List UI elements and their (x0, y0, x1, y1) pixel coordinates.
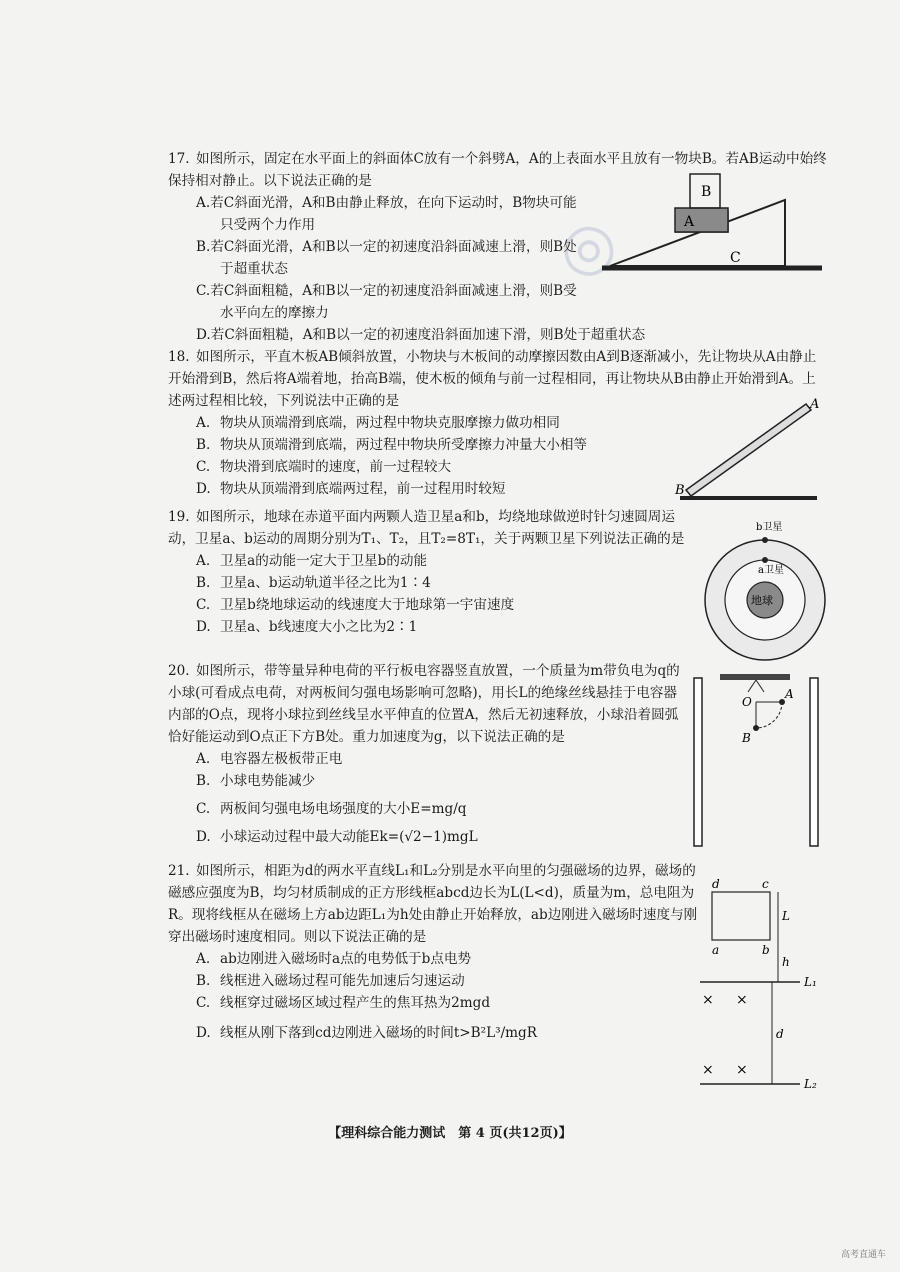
svg-text:d: d (776, 1027, 784, 1041)
option-c: C. 物块滑到底端时的速度，前一过程较大 (196, 459, 452, 475)
svg-text:×: × (702, 992, 714, 1008)
svg-text:A: A (785, 687, 794, 701)
svg-text:×: × (736, 992, 748, 1008)
figure-21-magnetic-field (700, 878, 830, 1098)
corner-watermark: 高考直通车 (840, 1250, 886, 1260)
question-19 (168, 506, 688, 638)
figure-18-board (672, 396, 822, 506)
option-c: C. 两板间匀强电场电场强度的大小E=mg/q (196, 801, 467, 817)
svg-text:h: h (782, 955, 790, 969)
question-stem: 17. 如图所示，固定在水平面上的斜面体C放有一个斜劈A，A的上表面水平且放有一物块B。若AB运动中始终保持相对静止。以下说法正确的是 (168, 151, 827, 189)
svg-text:b: b (762, 943, 770, 957)
option-c: C. 卫星b绕地球运动的线速度大于地球第一宇宙速度 (196, 597, 515, 613)
svg-text:B: B (675, 483, 685, 498)
option-d: D. 线框从刚下落到cd边刚进入磁场的时间t>B²L³/mgR (196, 1025, 537, 1041)
option-a: A. ab边刚进入磁场时a点的电势低于b点电势 (196, 951, 472, 967)
svg-text:b卫星: b卫星 (756, 522, 783, 533)
option-b: B. 物块从顶端滑到底端，两过程中物块所受摩擦力冲量大小相等 (196, 437, 588, 453)
svg-text:d: d (712, 878, 720, 891)
question-21 (168, 860, 708, 1044)
question-20 (168, 660, 688, 848)
svg-text:B: B (742, 731, 751, 745)
option-c: C. 线框穿过磁场区域过程产生的焦耳热为2mgd (196, 995, 491, 1011)
svg-text:O: O (742, 695, 752, 709)
option-c: C.若C斜面粗糙，A和B以一定的初速度沿斜面减速上滑，则B受水平向左的摩擦力 (196, 283, 577, 321)
svg-text:L₁: L₁ (804, 975, 817, 989)
option-d: D.若C斜面粗糙，A和B以一定的初速度沿斜面加速下滑，则B处于超重状态 (196, 327, 646, 343)
option-b: B. 卫星a、b运动轨道半径之比为1∶4 (196, 575, 431, 591)
svg-text:L₂: L₂ (804, 1077, 817, 1091)
svg-text:×: × (702, 1062, 714, 1078)
figure-17-incline (600, 170, 825, 280)
option-a: A. 物块从顶端滑到底端，两过程中物块克服摩擦力做功相同 (196, 415, 560, 431)
svg-text:×: × (736, 1062, 748, 1078)
question-stem: 21. 如图所示，相距为d的两水平直线L₁和L₂分别是水平向里的匀强磁场的边界，磁场的磁感应强度为B，均匀材质制成的正方形线框abcd边长为L(L<d)，质量为m，总电阻为R。现将线框从在磁场上方ab边距L₁为h处由静止开始释放，ab边刚进入磁场时速度与刚穿出磁场时速度相同。则以下说法正确的是 (168, 863, 698, 945)
option-d: D. 物块从顶端滑到底端两过程，前一过程用时较短 (196, 481, 506, 497)
question-17-option-d (168, 324, 828, 346)
svg-text:A: A (810, 397, 820, 412)
option-b: B. 小球电势能减少 (196, 773, 316, 789)
svg-text:L: L (782, 909, 790, 923)
svg-text:a卫星: a卫星 (758, 565, 784, 576)
svg-text:a: a (712, 943, 720, 957)
figure-20-capacitor (690, 672, 825, 852)
watermark-stamp: ◎ (552, 205, 623, 289)
option-a: A. 卫星a的动能一定大于卫星b的动能 (196, 553, 428, 569)
question-stem: 18. 如图所示，平直木板AB倾斜放置，小物块与木板间的动摩擦因数由A到B逐渐减小，先让物块从A由静止开始滑到B，然后将A端着地，抬高B端，使木板的倾角与前一过程相同，再让物块从B由静止开始滑到A。上述两过程相比较，下列说法中正确的是 (168, 349, 817, 409)
page-footer: 【理科综合能力测试 第 4 页(共12页)】 (328, 1126, 572, 1141)
option-d: D. 卫星a、b线速度大小之比为2∶1 (196, 619, 418, 635)
option-b: B.若C斜面光滑，A和B以一定的初速度沿斜面减速上滑，则B处于超重状态 (196, 239, 577, 277)
svg-text:A: A (684, 214, 695, 230)
option-a: A.若C斜面光滑，A和B由静止释放，在向下运动时，B物块可能只受两个力作用 (196, 195, 577, 233)
question-17-options (168, 192, 588, 324)
option-b: B. 线框进入磁场过程可能先加速后匀速运动 (196, 973, 465, 989)
svg-text:C: C (730, 250, 741, 266)
question-stem: 19. 如图所示，地球在赤道平面内两颗人造卫星a和b，均绕地球做逆时针匀速圆周运动，卫星a、b运动的周期分别为T₁、T₂，且T₂=8T₁，关于两颗卫星下列说法正确的是 (168, 509, 685, 547)
svg-text:B: B (701, 184, 712, 200)
option-a: A. 电容器左极板带正电 (196, 751, 343, 767)
svg-text:地球: 地球 (751, 594, 773, 607)
figure-19-orbits (700, 518, 830, 668)
option-d: D. 小球运动过程中最大动能Ek=(√2−1)mgL (196, 829, 478, 845)
svg-text:c: c (762, 878, 769, 891)
question-stem: 20. 如图所示，带等量异种电荷的平行板电容器竖直放置，一个质量为m带负电为q的小球(可看成点电荷，对两板间匀强电场影响可忽略)，用长L的绝缘丝线悬挂于电容器内部的O点，现将小球拉到丝线呈水平伸直的位置A，然后无初速释放，小球沿着圆弧恰好能运动到O点正下方B处。重力加速度为g，以下说法正确的是 (168, 663, 680, 745)
